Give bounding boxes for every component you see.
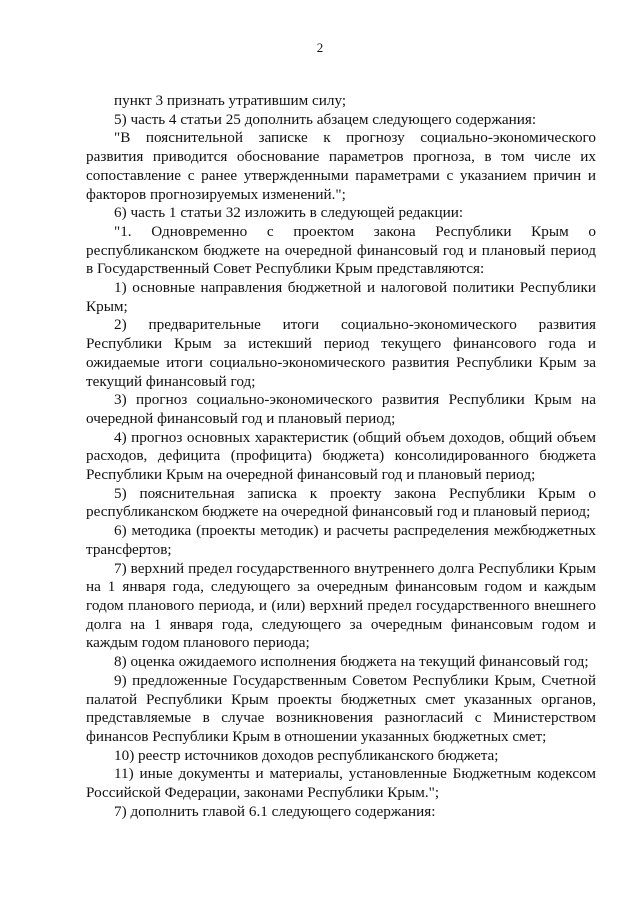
paragraph: 4) прогноз основных характеристик (общий объем доходов, общий объем расходов, дефицита (профицита) бюджета) консолидированного бюджета Республики Крым на очередной финансовый год и плановый период; bbox=[86, 428, 596, 484]
paragraph: 5) часть 4 статьи 25 дополнить абзацем следующего содержания: bbox=[114, 110, 537, 128]
paragraph: 7) верхний предел государственного внутреннего долга Республики Крым на 1 января года, следующего за очередным финансовым годом и каждым годом планового периода, и (или) верхний предел государственного внешнего долга на 1 января года, следующего за очередным финансовым годом и каждым годом планового периода; bbox=[86, 559, 596, 652]
document-body bbox=[86, 92, 596, 821]
paragraph: 5) пояснительная записка к проекту закона Республики Крым о республиканском бюджете на очередной финансовый год и плановый период; bbox=[86, 484, 596, 521]
paragraph: 10) реестр источников доходов республиканского бюджета; bbox=[114, 746, 499, 764]
paragraph: 6) методика (проекты методик) и расчеты распределения межбюджетных трансфертов; bbox=[86, 522, 596, 558]
page-number: 2 bbox=[316, 40, 324, 55]
paragraph: "1. Одновременно с проектом закона Республики Крым о республиканском бюджете на очередной финансовый год и плановый период в Государственный Совет Республики Крым представляются: bbox=[86, 222, 596, 278]
paragraph: 3) прогноз социально-экономического развития Республики Крым на очередной финансовый год и плановый период; bbox=[86, 391, 596, 427]
paragraph: 2) предварительные итоги социально-экономического развития Республики Крым за истекший период текущего финансового года и ожидаемые итоги социально-экономического развития Республики Крым за текущий финансовый год; bbox=[86, 316, 596, 390]
paragraph: 9) предложенные Государственным Советом Республики Крым, Счетной палатой Республики Крым проекты бюджетных смет указанных органов, представляемые в случае возникновения разногласий с Министерством финансов Республики Крым в отношении указанных бюджетных смет; bbox=[86, 671, 596, 745]
paragraph: 1) основные направления бюджетной и налоговой политики Республики Крым; bbox=[86, 279, 596, 315]
paragraph: пункт 3 признать утратившим силу; bbox=[114, 92, 347, 109]
paragraph: "В пояснительной записке к прогнозу социально-экономического развития приводится обоснование параметров прогноза, в том числе их сопоставление с ранее утвержденными параметрами с указанием причин и факторов прогнозируемых изменений."; bbox=[86, 129, 596, 203]
paragraph: 8) оценка ожидаемого исполнения бюджета на текущий финансовый год; bbox=[114, 653, 589, 671]
paragraph: 7) дополнить главой 6.1 следующего содержания: bbox=[114, 802, 436, 820]
paragraph: 11) иные документы и материалы, установленные Бюджетным кодексом Российской Федерации, законами Республики Крым."; bbox=[86, 765, 596, 802]
paragraph: 6) часть 1 статьи 32 изложить в следующей редакции: bbox=[114, 204, 464, 222]
